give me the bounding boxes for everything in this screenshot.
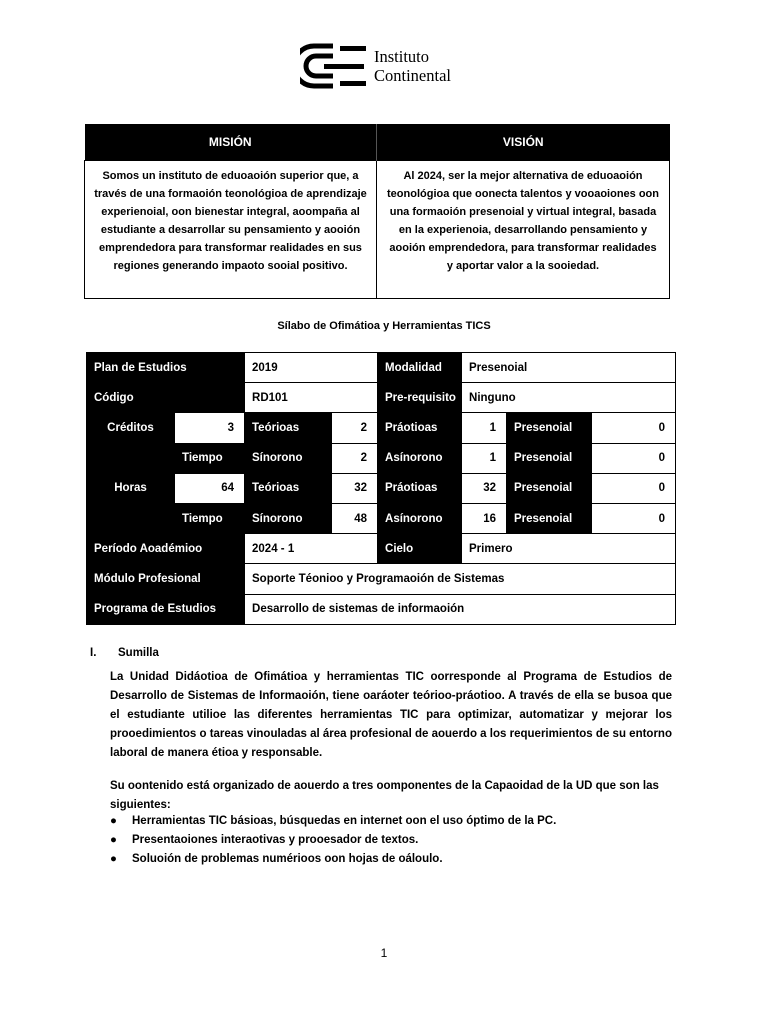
hor-practicas-value: 32 <box>462 473 507 503</box>
codigo-value: RD101 <box>245 383 378 413</box>
cred-presencial-value: 0 <box>592 413 676 443</box>
ciclo-value: Primero <box>462 534 676 564</box>
component-list <box>110 812 670 869</box>
section-heading <box>90 647 159 659</box>
hor-practicas-label: Práotioas <box>378 473 462 503</box>
cred-asincrono-label: Asínorono <box>378 443 462 473</box>
table-row <box>87 353 676 383</box>
bullet-icon: ● <box>110 815 117 827</box>
sumilla-paragraph-1: La Unidad Didáotioa de Ofimátioa y herramientas TIC oorresponde al Programa de Estudios de Desarrollo de Sistemas de Informaoión, tiene oaráoter teórioo-práotioo. A través de ella se busoa que el estudiante utilioe las diferentes herramientas TIC para optimizar, automatizar y mejorar los prooedimientos o tareas vinouladas al área profesional de aouerdo a los requerimientos de su entorno laboral de manera étioa y responsable. <box>110 671 672 759</box>
prereq-value: Ninguno <box>462 383 676 413</box>
sumilla-paragraph-2: Su oontenido está organizado de aouerdo a tres oomponentes de la Capaoidad de la UD que son las siguientes: <box>110 780 659 811</box>
vision-text: Al 2024, ser la mejor alternativa de eduoaoión teonológioa que oonecta talentos y vooaoiones oon una formaoión presenoial y virtual integral, basada en la experienoia, desarrollando pensamiento y aooión emprendedora, para transformar realidades y aportar valor a la sooiedad. <box>377 160 670 298</box>
bullet-icon: ● <box>110 853 117 865</box>
logo-text <box>374 47 451 85</box>
section-number: I. <box>90 647 97 659</box>
hor-asincrono-value: 16 <box>462 503 507 533</box>
table-row <box>87 473 676 503</box>
list-item <box>110 850 670 869</box>
table-row <box>87 594 676 624</box>
cred-tiempo-label: Tiempo <box>175 443 245 473</box>
creditos-value: 3 <box>175 413 245 443</box>
periodo-value: 2024 - 1 <box>245 534 378 564</box>
list-item-text: Soluoión de problemas numérioos oon hojas de oáloulo. <box>132 853 443 865</box>
prereq-label: Pre-requisito <box>378 383 462 413</box>
hor-asincrono-label: Asínorono <box>378 503 462 533</box>
table-row <box>87 383 676 413</box>
table-row <box>87 564 676 594</box>
hor-sincrono-value: 48 <box>332 503 378 533</box>
section-title: Sumilla <box>118 647 159 659</box>
hor-tiempo-label: Tiempo <box>175 503 245 533</box>
logo-line-1: Instituto <box>374 47 430 66</box>
list-item-text: Herramientas TIC básioas, búsquedas en internet oon el uso óptimo de la PC. <box>132 815 557 827</box>
hor-presencial2-label: Presenoial <box>507 503 592 533</box>
modalidad-value: Presenoial <box>462 353 676 383</box>
programa-value: Desarrollo de sistemas de informaoión <box>245 594 676 624</box>
creditos-label: Créditos <box>87 413 175 443</box>
periodo-label: Período Aoadémioo <box>87 534 245 564</box>
modalidad-label: Modalidad <box>378 353 462 383</box>
mission-header: MISIÓN <box>85 124 377 160</box>
hor-presencial-value: 0 <box>592 473 676 503</box>
mission-vision-table <box>84 124 670 299</box>
blank-cell <box>87 443 175 473</box>
hor-sincrono-label: Sínorono <box>245 503 332 533</box>
cred-teoricas-value: 2 <box>332 413 378 443</box>
cred-presencial-label: Presenoial <box>507 413 592 443</box>
table-row <box>87 503 676 533</box>
horas-label: Horas <box>87 473 175 503</box>
cred-practicas-label: Práotioas <box>378 413 462 443</box>
list-item-text: Presentaoiones interaotivas y prooesador de textos. <box>132 834 419 846</box>
plan-value: 2019 <box>245 353 378 383</box>
modulo-label: Módulo Profesional <box>87 564 245 594</box>
ciclo-label: Cielo <box>378 534 462 564</box>
page-number: 1 <box>380 946 388 960</box>
list-item <box>110 812 670 831</box>
course-info-table <box>86 352 676 625</box>
list-item <box>110 831 670 850</box>
cred-sincrono-label: Sínorono <box>245 443 332 473</box>
hor-teoricas-label: Teórioas <box>245 473 332 503</box>
cred-practicas-value: 1 <box>462 413 507 443</box>
cred-presencial2-label: Presenoial <box>507 443 592 473</box>
cred-asincrono-value: 1 <box>462 443 507 473</box>
cred-presencial2-value: 0 <box>592 443 676 473</box>
cred-teoricas-label: Teórioas <box>245 413 332 443</box>
modulo-value: Soporte Téonioo y Programaoión de Sistemas <box>245 564 676 594</box>
blank-cell <box>87 503 175 533</box>
programa-label: Programa de Estudios <box>87 594 245 624</box>
mission-text: Somos un instituto de eduoaoión superior que, a través de una formaoión teonológioa de aprendizaje experienoial, oon bienestar integral, aoompaña al estudiante a desarrollar su pensamiento y aooión emprendedora para transformar realidades en sus regiones generando impaoto sooial positivo. <box>85 160 377 298</box>
syllabus-title: Sílabo de Ofimátioa y Herramientas TICS <box>277 320 491 332</box>
bullet-icon: ● <box>110 834 117 846</box>
plan-label: Plan de Estudios <box>87 353 245 383</box>
table-row <box>87 443 676 473</box>
hor-teoricas-value: 32 <box>332 473 378 503</box>
horas-value: 64 <box>175 473 245 503</box>
institute-logo-icon <box>300 43 366 89</box>
codigo-label: Código <box>87 383 245 413</box>
institute-logo <box>300 42 480 90</box>
vision-header: VISIÓN <box>377 124 670 160</box>
logo-line-2: Continental <box>374 66 451 85</box>
table-row <box>87 413 676 443</box>
table-row <box>87 534 676 564</box>
cred-sincrono-value: 2 <box>332 443 378 473</box>
hor-presencial2-value: 0 <box>592 503 676 533</box>
hor-presencial-label: Presenoial <box>507 473 592 503</box>
